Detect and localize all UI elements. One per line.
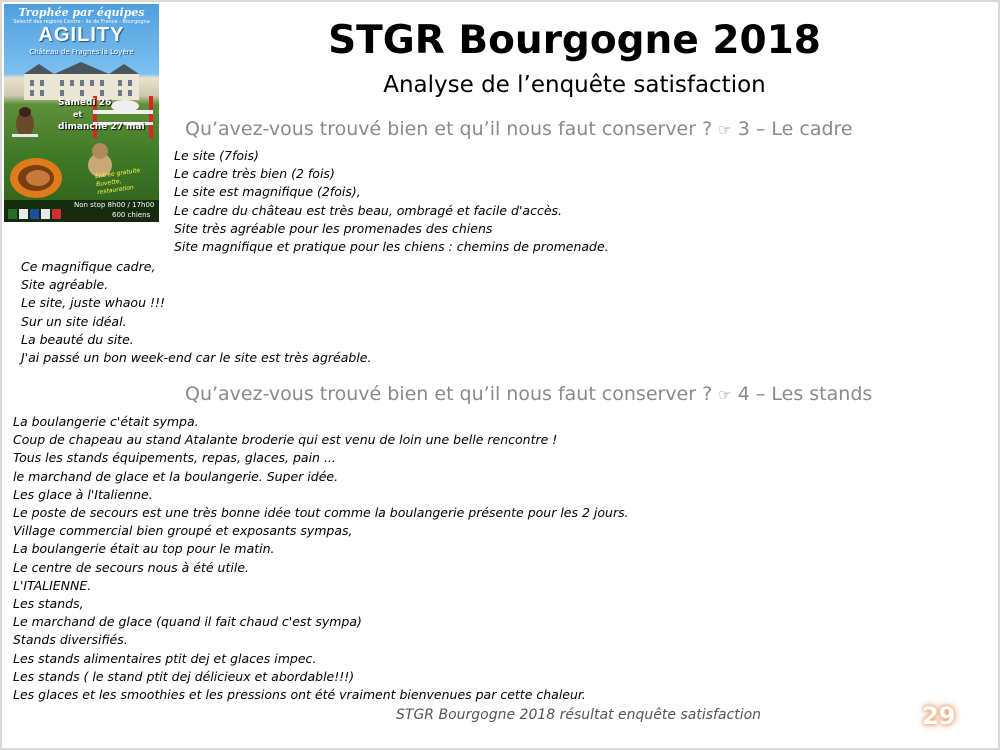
sponsor-logos	[8, 209, 70, 219]
pointing-hand-icon: ☞	[718, 121, 732, 139]
poster-hours: Non stop 8h00 / 17h00	[74, 201, 155, 209]
page-number: 29	[922, 702, 956, 730]
list-item: La boulangerie c'était sympa.	[13, 414, 199, 429]
list-item: Sur un site idéal.	[21, 313, 127, 329]
list-item: Le site est magnifique (2fois),	[174, 184, 361, 200]
poster-date-line3: dimanche 27 mai	[58, 122, 145, 132]
list-item: Le site, juste whaou !!!	[21, 295, 166, 311]
list-item: Le centre de secours nous à été utile.	[13, 559, 249, 575]
poster-title: Trophée par équipes	[18, 6, 145, 19]
poster-location: Château de Fragnes la Loyère	[29, 48, 134, 56]
list-item: Le poste de secours est une très bonne idée tout comme la boulangerie présente pour les 2 jours.	[13, 505, 629, 521]
section-stands-heading	[185, 383, 872, 405]
poster-date-line2: et	[73, 110, 83, 119]
poster-subtitle: Sélectif des régions Centre - Ile de France - Bourgogne	[13, 19, 150, 25]
cadre-quotes-list-a	[174, 147, 609, 256]
section-topic: 4 – Les stands	[737, 383, 873, 405]
list-item: J'ai passé un bon week-end car le site est très agréable.	[21, 350, 372, 366]
list-item: Les stands ( le stand ptit dej délicieux et abordable!!!)	[13, 668, 355, 684]
list-item: L'ITALIENNE.	[13, 577, 92, 593]
list-item: Les glaces et les smoothies et les pressions ont été vraiment bienvenues par cette chaleur.	[13, 687, 586, 703]
slide-subtitle: Analyse de l’enquête satisfaction	[383, 72, 766, 98]
list-item: La beauté du site.	[21, 331, 134, 347]
tunnel-image	[8, 152, 70, 200]
list-item: Coup de chapeau au stand Atalante broderie qui est venu de loin une belle rencontre !	[13, 432, 558, 448]
list-item: le marchand de glace et la boulangerie. Super idée.	[13, 468, 339, 484]
cadre-quotes-list-b	[21, 258, 371, 367]
list-item: La boulangerie était au top pour le matin.	[13, 541, 275, 557]
list-item: Le cadre du château est très beau, ombragé et facile d'accès.	[174, 202, 562, 218]
event-poster	[4, 4, 159, 222]
list-item: Les stands,	[13, 596, 84, 612]
poster-agility: AGILITY	[38, 24, 125, 46]
list-item: Le cadre très bien (2 fois)	[174, 166, 335, 182]
list-item: Les stands alimentaires ptit dej et glaces impec.	[13, 650, 317, 666]
list-item: Tous les stands équipements, repas, glaces, pain ...	[13, 450, 336, 466]
list-item: Site très agréable pour les promenades des chiens	[174, 220, 493, 236]
stands-quotes-list	[13, 413, 629, 704]
list-item: Site magnifique et pratique pour les chiens : chemins de promenade.	[174, 239, 609, 255]
list-item: Le site (7fois)	[174, 148, 259, 163]
question-text: Qu’avez-vous trouvé bien et qu’il nous faut conserver ?	[185, 383, 713, 405]
list-item: Village commercial bien groupé et exposants sympas,	[13, 523, 353, 539]
pointing-hand-icon: ☞	[718, 386, 732, 404]
list-item: Ce magnifique cadre,	[21, 259, 156, 274]
poster-date-line1: Samedi 26	[58, 98, 112, 108]
section-topic: 3 – Le cadre	[737, 118, 853, 140]
list-item: Le marchand de glace (quand il fait chaud c'est sympa)	[13, 614, 362, 630]
dog-jumping-image	[10, 104, 40, 146]
list-item: Stands diversifiés.	[13, 632, 128, 648]
poster-dogs-count: 600 chiens	[112, 211, 151, 219]
question-text: Qu’avez-vous trouvé bien et qu’il nous faut conserver ?	[185, 118, 713, 140]
poster-entry: Entrée gratuite Buvette, restauration	[94, 166, 141, 197]
list-item: Les glace à l'Italienne.	[13, 486, 153, 502]
slide-title: STGR Bourgogne 2018	[328, 18, 821, 63]
section-cadre-heading	[185, 118, 853, 140]
slide-footer: STGR Bourgogne 2018 résultat enquête satisfaction	[396, 707, 762, 723]
list-item: Site agréable.	[21, 277, 109, 293]
